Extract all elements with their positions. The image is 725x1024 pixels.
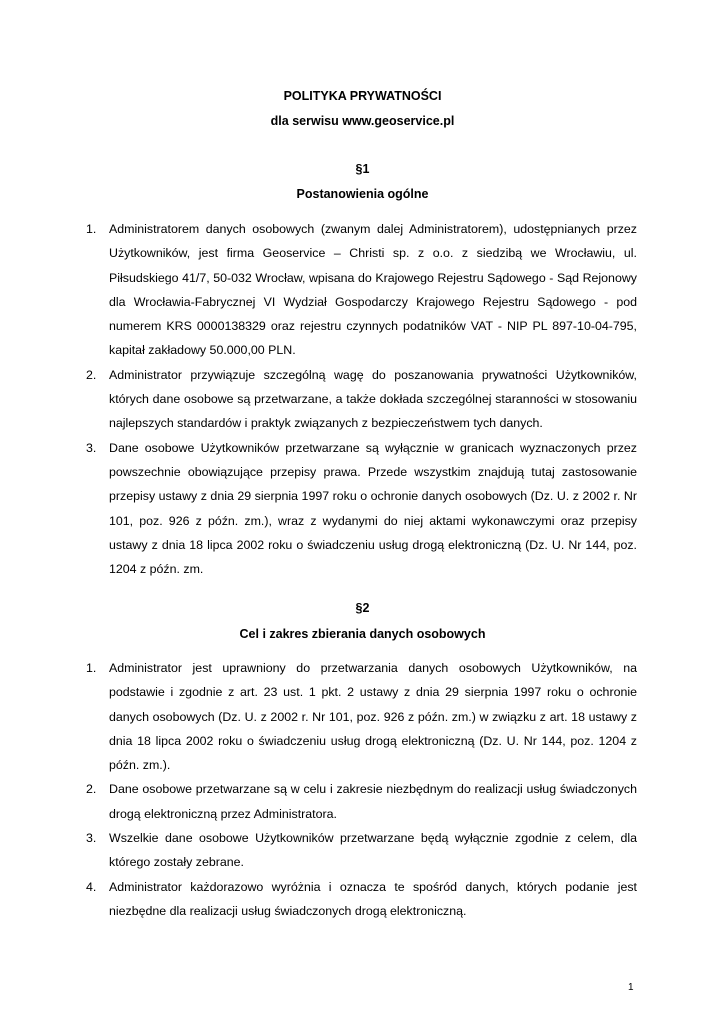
list-item-text: Administrator przywiązuje szczególną wagę do poszanowania prywatności Użytkowników, których dane osobowe są przetwarzane, a także dokłada szczególnej staranności w stosowaniu najlepszych standardów i praktyk związanych z bezpieczeństwem tych danych. (109, 367, 637, 431)
list-item-text: Dane osobowe Użytkowników przetwarzane są wyłącznie w granicach wyznaczonych przez powszechnie obowiązujące przepisy prawa. Przede wszystkim znajdują tutaj zastosowanie przepisy ustawy z dnia 29 sierpnia 1997 roku o ochronie danych osobowych (Dz. U. z 2002 r. Nr 101, poz. 926 z późn. zm.), wraz z wydanymi do niej aktami wykonawczymi oraz przepisy ustawy z dnia 18 lipca 2002 roku o świadczeniu usług drogą elektroniczną (Dz. U. Nr 144, poz. 1204 z późn. zm. (109, 440, 637, 577)
list-item (0, 436, 725, 582)
list-item-text: Administrator jest uprawniony do przetwarzania danych osobowych Użytkowników, na podstawie i zgodnie z art. 23 ust. 1 pkt. 2 ustawy z dnia 29 sierpnia 1997 roku o ochronie danych osobowych (Dz. U. z 2002 r. Nr 101, poz. 926 z późn. zm.) w związku z art. 18 ustawy z dnia 18 lipca 2002 roku o świadczeniu usług drogą elektroniczną (Dz. U. Nr 144, poz. 1204 z późn. zm.). (109, 661, 637, 773)
list-item (0, 656, 725, 777)
section-2-list (0, 656, 725, 923)
list-item-number: 4. (86, 879, 97, 894)
document-subtitle: dla serwisu www.geoservice.pl (270, 114, 455, 128)
section-2-heading: Cel i zakres zbierania danych osobowych (239, 627, 486, 641)
list-item-text: Administratorem danych osobowych (zwanym dalej Administratorem), udostępnianych przez Użytkowników, jest firma Geoservice – Christi sp. z o.o. z siedzibą we Wrocławiu, ul. Piłsudskiego 41/7, 50-032 Wrocław, wpisana do Krajowego Rejestru Sądowego - Sąd Rejonowy dla Wrocławia-Fabrycznej VI Wydział Gospodarczy Krajowego Rejestru Sądowego - pod numerem KRS 0000138329 oraz rejestru czynnych podatników VAT - NIP PL 897-10-04-795, kapitał zakładowy 50.000,00 PLN. (109, 222, 637, 358)
list-item (0, 217, 725, 363)
list-item-number: 2. (86, 782, 97, 797)
page-number: 1 (628, 982, 634, 993)
list-item (0, 777, 725, 826)
list-item-number: 2. (86, 367, 97, 382)
list-item-text: Dane osobowe przetwarzane są w celu i zakresie niezbędnym do realizacji usług świadczonych drogą elektroniczną przez Administratora. (109, 782, 637, 821)
list-item (0, 875, 725, 924)
document-title: POLITYKA PRYWATNOŚCI (283, 89, 442, 103)
list-item-number: 3. (86, 831, 97, 846)
section-1-mark: §1 (355, 162, 370, 176)
section-1-list (0, 217, 725, 581)
list-item-number: 1. (86, 222, 97, 236)
list-item-number: 3. (86, 440, 97, 455)
section-2-mark: §2 (355, 601, 370, 615)
list-item (0, 363, 725, 436)
section-1-heading: Postanowienia ogólne (296, 187, 429, 201)
list-item (0, 826, 725, 875)
list-item-text: Administrator każdorazowo wyróżnia i oznacza te spośród danych, których podanie jest niezbędne dla realizacji usług świadczonych drogą elektroniczną. (109, 879, 637, 918)
list-item-text: Wszelkie dane osobowe Użytkowników przetwarzane będą wyłącznie zgodnie z celem, dla którego zostały zebrane. (109, 831, 637, 870)
list-item-number: 1. (86, 661, 97, 675)
